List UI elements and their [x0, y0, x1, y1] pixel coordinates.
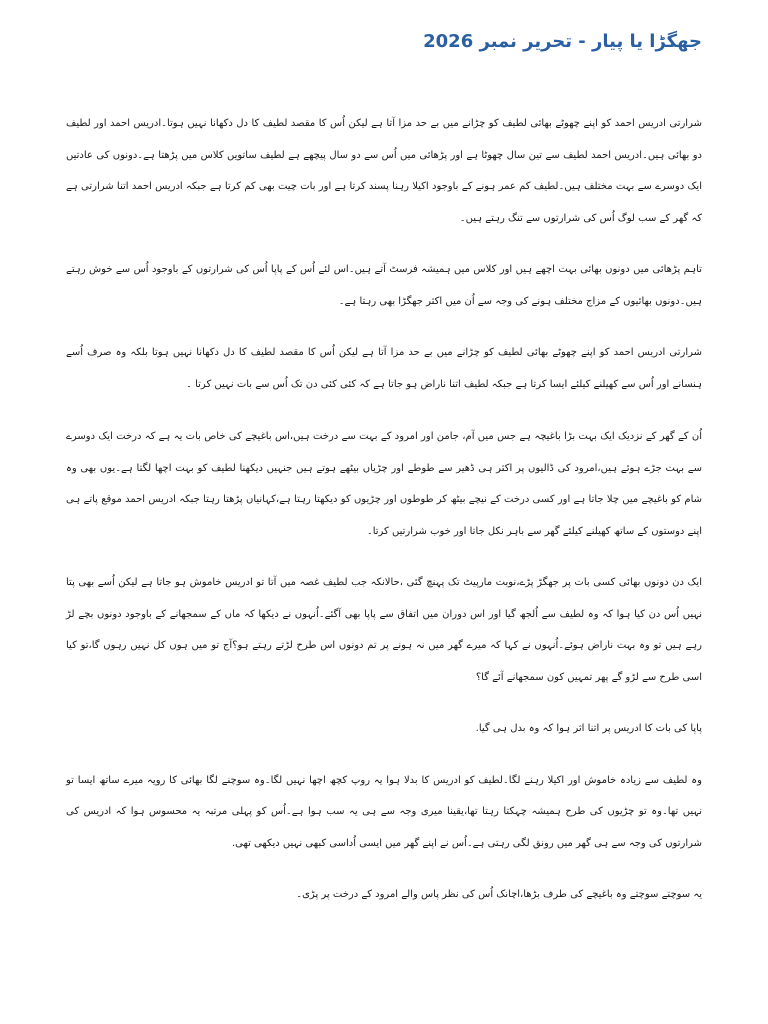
paragraph: پاپا کی بات کا ادریس پر اتنا اثر ہوا کہ وہ بدل ہی گیا.: [475, 723, 702, 734]
paragraph: تاہم پڑھائی میں دونوں بھائی بہت اچھے ہیں اور کلاس میں ہمیشہ فرسٹ آتے ہیں۔اس لئے اُس کے پاپا اُس کی شرارتوں کے باوجود اُس سے خوش رہتے ہیں۔دونوں بھائیوں کے مزاج مختلف ہونے کی وجہ سے اُن میں اکثر جھگڑا بھی رہتا ہے۔: [66, 264, 702, 307]
document-title: جھگڑا یا پیار - تحریر نمبر 2026: [423, 31, 702, 52]
paragraph: اُن کے گھر کے نزدیک ایک بہت بڑا باغیچہ ہے جس میں آم، جامن اور امرود کے بہت سے درخت ہیں،اس باغیچے کی خاص بات یہ ہے کہ درخت ایک دوسرے سے بہت جڑے ہوئے ہیں،امرود کی ڈالیوں پر اکثر ہی ڈھیر سے طوطے اور چڑیاں بیٹھے ہوتے ہیں جنہیں دیکھنا لطیف کو بہت اچھا لگتا ہے۔یوں بھی وہ شام کو باغیچے میں چلا جاتا ہے اور کسی درخت کے نیچے بیٹھ کر طوطوں اور چڑیوں کو دیکھتا رہتا ہے،کہانیاں پڑھتا رہتا جبکہ ادریس احمد موقع پاتے ہی اپنے دوستوں کے ساتھ کھیلنے کیلئے گھر سے باہر نکل جاتا اور خوب شرارتیں کرتا۔: [66, 431, 702, 537]
paragraph: وہ لطیف سے زیادہ خاموش اور اکیلا رہنے لگا۔لطیف کو ادریس کا بدلا ہوا یہ روپ کچھ اچھا نہیں لگا۔وہ سوچنے لگا بھائی کا رویہ میرے ساتھ ایسا تو نہیں تھا۔وہ تو چڑیوں کی طرح ہمیشہ چہکتا رہتا تھا،یقینا میری وجہ سے ہی یہ سب ہوا ہے۔اُس کو پہلی مرتبہ یہ محسوس ہوا کہ ادریس کی شرارتوں کی وجہ سے ہی گھر میں رونق لگی رہتی ہے۔اُس نے اپنے گھر میں ایسی اُداسی کبھی نہیں دیکھی تھی.: [66, 774, 702, 849]
paragraph: شرارتی ادریس احمد کو اپنے چھوٹے بھائی لطیف کو چڑانے میں بے حد مزا آتا ہے لیکن اُس کا مقصد لطیف کا دل دکھانا نہیں ہوتا بلکہ وہ صرف اُسے ہنسانے اور اُس سے کھیلنے کیلئے ایسا کرتا ہے جبکہ لطیف اتنا ناراض ہو جاتا ہے کہ کئی کئی دن تک اُس سے بات نہیں کرتا ۔: [66, 347, 702, 390]
paragraph: یہ سوچتے سوچتے وہ باغیچے کی طرف بڑھا،اچانک اُس کی نظر پاس والے امرود کے درخت پر پڑی۔: [296, 889, 702, 900]
paragraph: ایک دن دونوں بھائی کسی بات پر جھگڑ پڑے،نوبت مارپیٹ تک پہنچ گئی ،حالانکہ جب لطیف غصہ میں آتا تو ادریس خاموش ہو جاتا ہے لیکن اُسے بھی پتا نہیں اُس دن کیا ہوا کہ وہ لطیف سے اُلجھ گیا اور اس دوران میں اتفاق سے پاپا بھی آگئے۔اُنہوں نے دیکھا کہ ماں کے سمجھانے کے باوجود دونوں بچے لڑ رہے ہیں تو وہ بہت ناراض ہوئے۔اُنہوں نے کہا کہ میرے گھر میں نہ ہونے پر تم دونوں اس طرح لڑتے رہتے ہو؟آج تو میں ہوں کل نہیں رہوں گا،تو کیا اسی طرح سے لڑو گے پھر تمہیں کون سمجھانے آئے گا؟: [66, 577, 702, 683]
document-body: [66, 108, 702, 911]
paragraph: شرارتی ادریس احمد کو اپنے چھوٹے بھائی لطیف کو چڑانے میں بے حد مزا آتا ہے لیکن اُس کا مقصد لطیف کا دل دکھانا نہیں ہوتا۔ادریس احمد اور لطیف دو بھائی ہیں۔ادریس احمد لطیف سے تین سال چھوٹا ہے اور پڑھائی میں اُس سے دو سال پیچھے ہے لطیف ساتویں کلاس میں پڑھتا ہے۔دونوں کی عادتیں ایک دوسرے سے بہت مختلف ہیں۔لطیف کم عمر ہونے کے باوجود اکیلا رہنا پسند کرتا ہے اور بات چیت بھی کم کرتا ہے جبکہ ادریس احمد اتنا شرارتی ہے کہ گھر کے سب لوگ اُس کی شرارتوں سے تنگ رہتے ہیں۔: [66, 118, 702, 224]
